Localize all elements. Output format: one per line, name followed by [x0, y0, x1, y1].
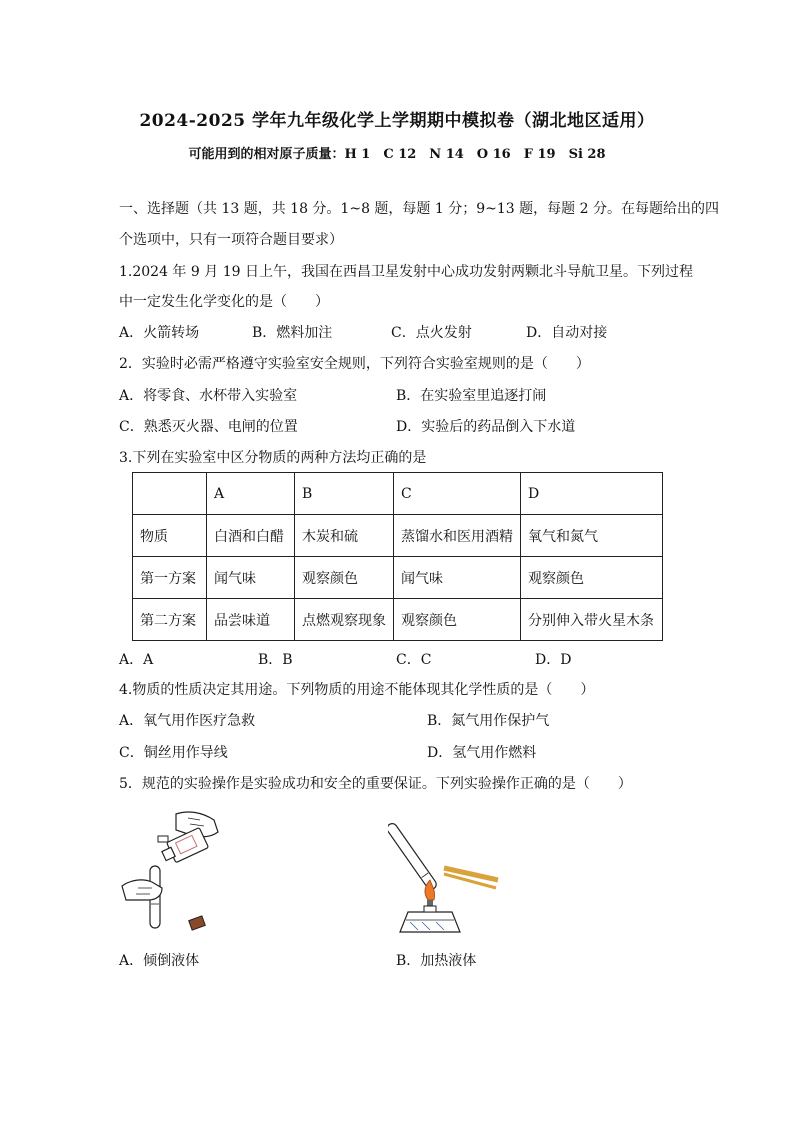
table-cell: [133, 473, 207, 515]
table-cell: 闻气味: [394, 557, 521, 599]
page-title: 2024-2025 学年九年级化学上学期期中模拟卷（湖北地区适用）: [139, 111, 655, 131]
q1-option-c[interactable]: C．点火发射: [391, 325, 472, 341]
table-cell: 第二方案: [133, 599, 207, 641]
q2-option-b[interactable]: B．在实验室里追逐打闹: [396, 388, 547, 404]
q3-comparison-table: [132, 472, 663, 641]
table-cell: 观察颜色: [394, 599, 521, 641]
table-cell: D: [521, 473, 663, 515]
table-cell: A: [207, 473, 295, 515]
table-cell: C: [394, 473, 521, 515]
table-row: [133, 515, 663, 557]
table-row: [133, 473, 663, 515]
q4-option-b[interactable]: B．氮气用作保护气: [427, 713, 550, 729]
q2-option-a[interactable]: A．将零食、水杯带入实验室: [119, 388, 298, 404]
table-cell: 观察颜色: [521, 557, 663, 599]
section-intro-line2: 个选项中，只有一项符合题目要求）: [119, 232, 343, 248]
table-row: [133, 557, 663, 599]
q3-option-d[interactable]: D．D: [535, 652, 572, 668]
q2-stem: 2．实验时必需严格遵守实验室安全规则，下列符合实验室规则的是（ ）: [119, 356, 590, 372]
table-cell: 第一方案: [133, 557, 207, 599]
q3-option-c[interactable]: C．C: [396, 652, 432, 668]
q1-option-d[interactable]: D．自动对接: [526, 325, 608, 341]
table-cell: B: [295, 473, 394, 515]
q4-option-c[interactable]: C．铜丝用作导线: [119, 745, 228, 761]
q5-stem: 5．规范的实验操作是实验成功和安全的重要保证。下列实验操作正确的是（ ）: [119, 776, 632, 792]
table-cell: 品尝味道: [207, 599, 295, 641]
q1-option-a[interactable]: A．火箭转场: [119, 325, 200, 341]
pouring-liquid-illustration: [118, 808, 230, 936]
q4-option-d[interactable]: D．氢气用作燃料: [427, 745, 537, 761]
table-cell: 点燃观察现象: [295, 599, 394, 641]
q1-stem-line2: 中一定发生化学变化的是（ ）: [119, 294, 329, 310]
table-cell: 观察颜色: [295, 557, 394, 599]
atomic-mass-note: 可能用到的相对原子质量：H 1 C 12 N 14 O 16 F 19 Si 28: [188, 147, 606, 162]
table-cell: 分别伸入带火星木条: [521, 599, 663, 641]
q3-option-a[interactable]: A．A: [119, 652, 154, 668]
q2-option-c[interactable]: C．熟悉灭火器、电闸的位置: [119, 419, 298, 435]
q3-stem: 3.下列在实验室中区分物质的两种方法均正确的是: [119, 450, 427, 466]
q4-option-a[interactable]: A．氧气用作医疗急救: [119, 713, 256, 729]
table-cell: 闻气味: [207, 557, 295, 599]
section-intro-line1: 一、选择题（共 13 题，共 18 分。1~8 题，每题 1 分；9~13 题，每题 2 分。在每题给出的四: [119, 201, 719, 217]
q2-option-d[interactable]: D．实验后的药品倒入下水道: [396, 419, 576, 435]
q3-option-b[interactable]: B．B: [258, 652, 293, 668]
heating-liquid-illustration: [388, 808, 504, 936]
table-cell: 白酒和白醋: [207, 515, 295, 557]
q4-stem: 4.物质的性质决定其用途。下列物质的用途不能体现其化学性质的是（ ）: [119, 682, 595, 698]
q1-stem-line1: 1.2024 年 9 月 19 日上午，我国在西昌卫星发射中心成功发射两颗北斗导航卫星。下列过程: [119, 264, 693, 280]
table-cell: 蒸馏水和医用酒精: [394, 515, 521, 557]
q5-option-a[interactable]: A．倾倒液体: [119, 953, 200, 969]
q1-option-b[interactable]: B．燃料加注: [252, 325, 333, 341]
table-cell: 物质: [133, 515, 207, 557]
table-row: [133, 599, 663, 641]
table-cell: 氧气和氮气: [521, 515, 663, 557]
q5-option-b[interactable]: B．加热液体: [396, 953, 477, 969]
table-cell: 木炭和硫: [295, 515, 394, 557]
